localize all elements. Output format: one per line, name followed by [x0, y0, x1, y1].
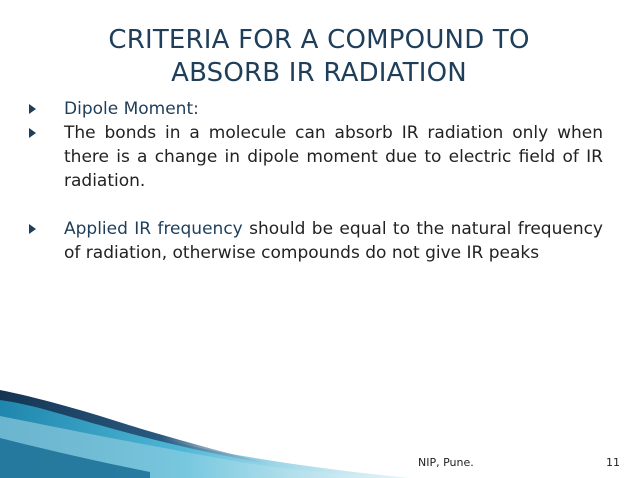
bullet-applied-frequency	[28, 217, 603, 265]
bullet-dipole-description	[28, 121, 603, 193]
slide-title-line-1: CRITERIA FOR A COMPOUND TO	[108, 25, 530, 55]
bullet-text: The bonds in a molecule can absorb IR radiation only when there is a change in dipole moment due to electric field of IR radiation.	[64, 123, 603, 191]
bullet-dipole-moment	[28, 97, 603, 121]
triangle-right-icon	[28, 217, 48, 241]
bullet-spacer	[28, 193, 603, 217]
triangle-right-icon	[28, 121, 48, 145]
bullet-heading: Applied IR frequency	[64, 219, 243, 239]
bullet-text: should be equal to the natural frequency of radiation, otherwise compounds do not give IR peaks	[64, 219, 603, 263]
page-number: 11	[606, 456, 620, 469]
bullet-list	[28, 97, 603, 265]
slide-title-line-2: ABSORB IR RADIATION	[171, 58, 467, 88]
triangle-right-icon	[28, 97, 48, 121]
footer-organization: NIP, Pune.	[418, 456, 474, 469]
slide-title	[0, 24, 638, 90]
decorative-swoosh	[0, 388, 420, 478]
bullet-heading: Dipole Moment:	[64, 99, 199, 119]
